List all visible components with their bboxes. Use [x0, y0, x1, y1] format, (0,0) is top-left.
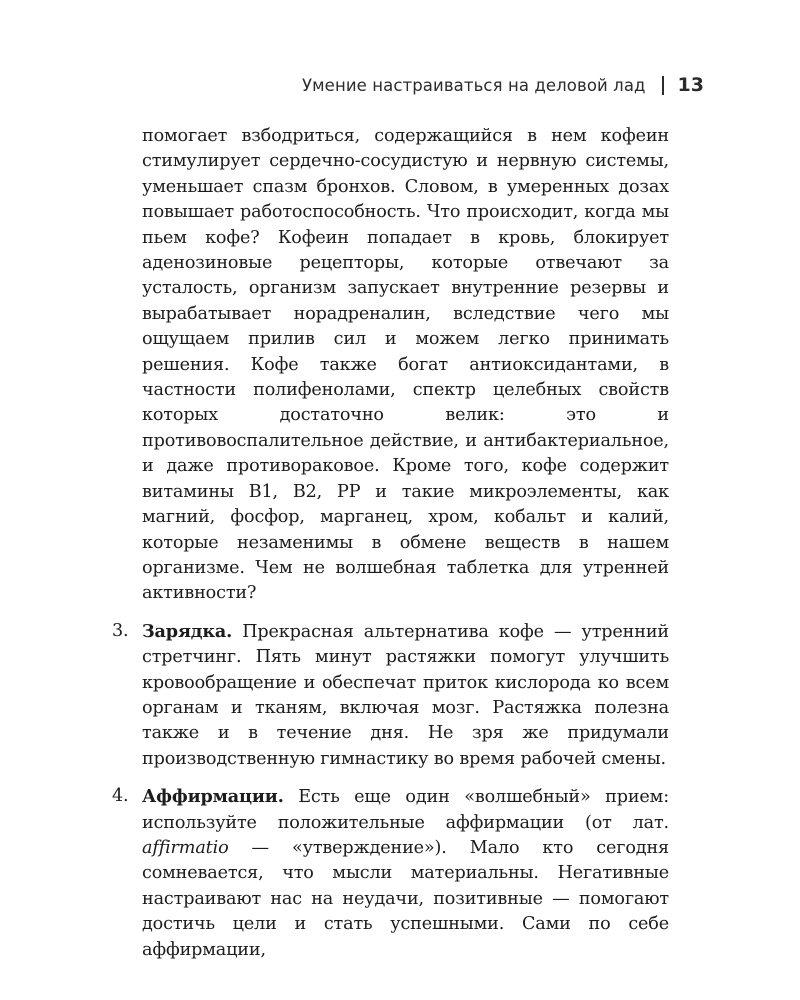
list-number: 3.	[112, 620, 129, 641]
list-item-text: Прекрасная альтернатива кофе — утренний стретчинг. Пять минут растяжки помогут улучшить кровообращение и обеспечат приток кислорода ко всем органам и тканям, включая мозг. Растяжка полезна также и в течение дня. Не зря же придумали производственную гимнастику во время рабочей смены.	[142, 621, 669, 769]
running-title: Умение настраиваться на деловой лад	[301, 75, 646, 95]
continuation-paragraph: помогает взбодриться, содержащийся в нем кофеин стимулирует сердечно-сосудистую и нервную системы, уменьшает спазм бронхов. Словом, в умеренных дозах повышает работоспособность. Что происходит, когда мы пьем кофе? Кофеин попадает в кровь, блокирует аденозиновые рецепторы, которые отвечают за усталость, организм запускает внутренние резервы и вырабатывает норадреналин, вследствие чего мы ощущаем прилив сил и можем легко принимать решения. Кофе также богат антиоксидантами, в частности полифенолами, спектр целебных свойств которых достаточно велик: это и противовоспалительное действие, и антибактериальное, и даже противораковое. Кроме того, кофе содержит витамины B1, B2, PP и такие микроэлементы, как магний, фосфор, марганец, хром, кобальт и калий, которые незаменимы в обмене веществ в нашем организме. Чем не волшебная таблетка для утренней активности?	[142, 126, 669, 604]
list-item-paragraph	[142, 619, 669, 772]
body-text	[112, 124, 669, 963]
list-item-text-after: — «утверждение»). Мало кто сегодня сомневается, что мысли материальны. Негативные настраивают нас на неудачи, позитивные — помогают достичь цели и стать успешными. Сами по себе аффирмации,	[142, 837, 669, 960]
list-item-4	[112, 784, 669, 963]
list-item-title: Зарядка.	[142, 620, 233, 642]
latin-term: affirmatio	[142, 837, 229, 858]
list-number: 4.	[112, 786, 129, 807]
list-item-text-before: Есть еще один «волшебный» прием: используйте положительные аффирмации (от лат.	[142, 787, 669, 833]
header-divider	[662, 76, 664, 95]
running-header	[302, 74, 704, 96]
page-number: 13	[677, 74, 704, 96]
list-item-paragraph	[142, 784, 669, 963]
list-item-3	[112, 619, 669, 772]
list-item-title: Аффирмации.	[142, 786, 284, 808]
